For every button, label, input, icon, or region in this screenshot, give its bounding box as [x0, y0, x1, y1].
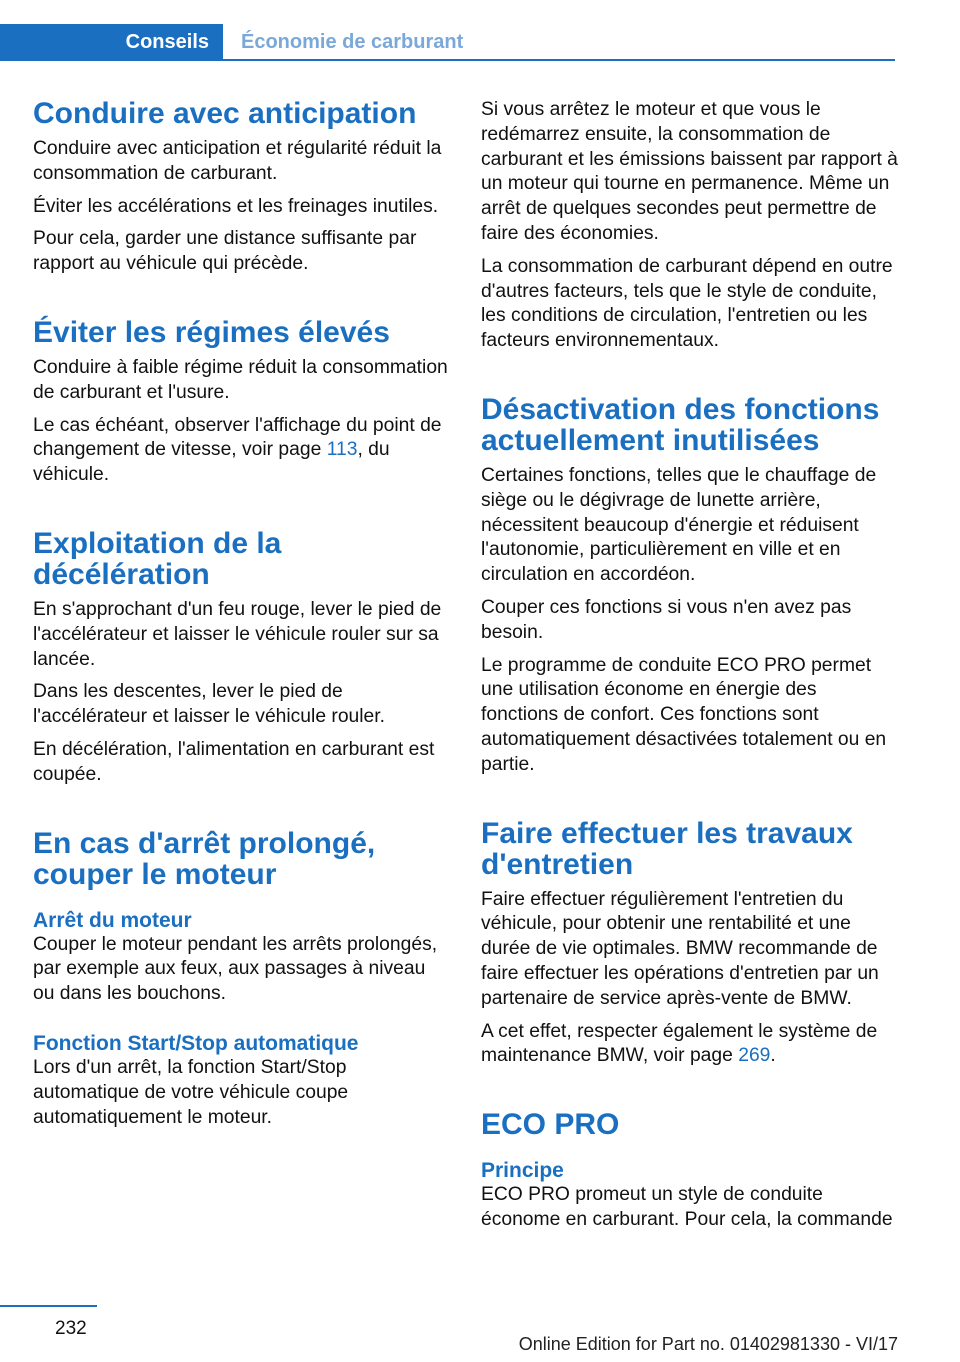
paragraph: Conduire avec anticipation et régularité réduit la consommation de carburant.	[33, 138, 442, 184]
paragraph: Couper le moteur pendant les arrêts prolongés, par exemple aux feux, aux passages à niveau ou dans les bouchons.	[33, 933, 438, 1005]
paragraph: Certaines fonctions, telles que le chauffage de siège ou le dégivrage de lunette arrière, nécessitent beaucoup d'énergie et réduisent l'autonomie, particulièrement en ville et en circulation en accordéon.	[481, 464, 877, 586]
paragraph: Lors d'un arrêt, la fonction Start/Stop automatique de votre véhicule coupe automatiquement le moteur.	[33, 1056, 349, 1128]
paragraph: Conduire à faible régime réduit la consommation de carburant et l'usure.	[33, 356, 448, 403]
chapter-tab[interactable]: Conseils	[0, 24, 223, 61]
heading-conduire-anticipation: Conduire avec anticipation	[33, 97, 417, 130]
heading-desactivation-fonctions: Désactivation des fonctions actuellement inutilisées	[481, 392, 880, 457]
text: , du véhicule.	[33, 439, 390, 486]
paragraph: Dans les descentes, lever le pied de l'accélérateur et laisser le véhicule rouler.	[33, 681, 385, 728]
paragraph	[33, 414, 451, 488]
paragraph: Faire effectuer régulièrement l'entretien du véhicule, pour obtenir une rentabilité et une durée de vie optimales. BMW recommande de faire effectuer les opérations d'entretien par un partenaire de service après-vente de BMW.	[481, 888, 879, 1009]
edition-info: Online Edition for Part no. 01402981330 - VI/17	[518, 1334, 898, 1354]
paragraph: Le programme de conduite ECO PRO permet une utilisation économe en énergie des fonctions de confort. Ces fonctions sont automatiquement désactivées totalement ou en partie.	[481, 654, 887, 775]
paragraph: Si vous arrêtez le moteur et que vous le redémarrez ensuite, la consommation de carburant et les émissions baissent par rapport à un moteur qui tourne en permanence. Même un arrêt de quelques secondes peut permettre de faire des économies.	[481, 99, 898, 244]
paragraph: Éviter les accélérations et les freinages inutiles.	[33, 195, 439, 217]
heading-eco-pro: ECO PRO	[481, 1108, 620, 1142]
heading-regimes-eleves: Éviter les régimes élevés	[33, 315, 390, 349]
paragraph: Couper ces fonctions si vous n'en avez pas besoin.	[481, 596, 852, 643]
footer-rule	[0, 1305, 97, 1307]
text: A cet effet, respecter également le système de maintenance BMW, voir page	[481, 1020, 878, 1067]
paragraph	[481, 1020, 899, 1070]
heading-arret-prolonge: En cas d'arrêt prolongé, couper le moteur	[33, 826, 376, 891]
text: .	[770, 1045, 776, 1067]
section-tab[interactable]: Économie de carburant	[241, 31, 464, 53]
paragraph: Pour cela, garder une distance suffisante par rapport au véhicule qui précède.	[33, 228, 417, 275]
heading-travaux-entretien: Faire effectuer les travaux d'entretien	[481, 816, 853, 881]
subheading-arret-moteur: Arrêt du moteur	[33, 908, 192, 932]
page-link-113[interactable]: 113	[326, 439, 358, 461]
page-header	[0, 0, 960, 64]
paragraph: En décélération, l'alimentation en carburant est coupée.	[33, 738, 435, 785]
subheading-principe: Principe	[481, 1159, 564, 1183]
right-column	[481, 98, 899, 1241]
subheading-start-stop: Fonction Start/Stop automatique	[33, 1031, 359, 1055]
paragraph: En s'approchant d'un feu rouge, lever le pied de l'accélérateur et laisser le véhicule rouler sur sa lancée.	[33, 598, 442, 670]
page-link-269[interactable]: 269	[738, 1045, 771, 1067]
page-number: 232	[55, 1318, 87, 1339]
header-rule	[0, 59, 895, 61]
text: Le cas échéant, observer l'affichage du point de changement de vitesse, voir page	[33, 414, 442, 461]
heading-deceleration: Exploitation de la décélération	[33, 526, 282, 591]
paragraph: La consommation de carburant dépend en outre d'autres facteurs, tels que le style de conduite, les conditions de circulation, l'entretien ou les facteurs environnementaux.	[481, 255, 893, 352]
left-column	[33, 98, 451, 1138]
paragraph: ECO PRO promeut un style de conduite économe en carburant. Pour cela, la commande	[481, 1184, 893, 1230]
